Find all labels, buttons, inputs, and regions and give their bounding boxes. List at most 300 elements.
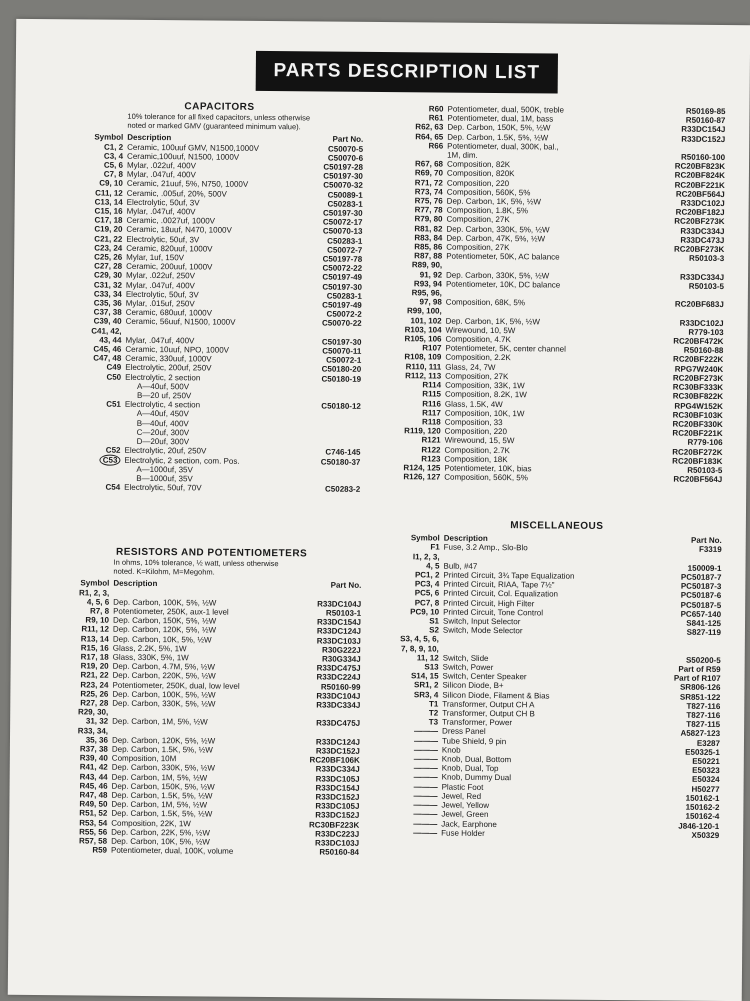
part-number: C50072-22 xyxy=(322,263,363,274)
part-description: Mylar, .015uf, 250V xyxy=(125,298,195,309)
part-number: SR806-126 xyxy=(679,683,721,693)
parts-list-sheet xyxy=(8,19,750,1001)
part-description: Transformer, Output CH A xyxy=(442,699,535,710)
part-description: Potentiometer, 5K, center channel xyxy=(445,343,566,354)
part-number xyxy=(297,411,361,421)
part-symbol: 31, 32 xyxy=(85,716,109,727)
part-number: S841-125 xyxy=(686,618,722,629)
part-description: Transformer, Power xyxy=(442,717,513,728)
part-description: B—1000uf, 35V xyxy=(136,473,193,484)
part-symbol: R110, 111 xyxy=(405,361,442,372)
part-description: Composition, 82K xyxy=(446,159,511,170)
part-description: Switch, Input Selector xyxy=(442,616,521,627)
part-description: Dep. Carbon, 1M, 5%, ½W xyxy=(111,772,208,783)
part-description: Dep. Carbon, 1M, 5%, ½W xyxy=(111,799,208,810)
part-number: C50283-1 xyxy=(327,236,363,246)
part-symbol: C19, 20 xyxy=(94,224,123,235)
part-number: RC30BF223K xyxy=(308,820,360,830)
part-number: 150162-2 xyxy=(685,802,720,813)
part-description: Mylar, .047uf, 400V xyxy=(126,206,196,217)
part-number: C50070-6 xyxy=(327,153,364,163)
part-description: Ceramic,100uuf, N1500, 1000V xyxy=(127,151,240,162)
part-number: C50070-11 xyxy=(322,346,362,356)
part-description: Composition, 2.2K xyxy=(445,353,511,363)
resistors-rows xyxy=(59,588,361,857)
part-description: Transformer, Output CH B xyxy=(442,708,535,719)
part-number: C50072-2 xyxy=(326,309,362,320)
part-symbol: R118 xyxy=(422,417,441,427)
part-description: Silicon Diode, Filament & Bias xyxy=(442,690,550,701)
part-number: RC20BF221K xyxy=(674,180,725,190)
part-number: R33DC152J xyxy=(315,792,360,802)
part-number xyxy=(297,420,361,430)
part-symbol: S14, 15 xyxy=(410,671,439,681)
capacitors-section xyxy=(72,101,363,494)
part-symbol xyxy=(73,390,125,400)
part-description: Composition, 10K, 1W xyxy=(444,408,525,418)
part-symbol: R43, 44 xyxy=(79,772,108,782)
part-number: RC20BF182J xyxy=(675,207,725,218)
part-symbol: I1, 2, 3, xyxy=(412,551,440,562)
part-symbol xyxy=(73,436,125,446)
part-description: Jewel, Yellow xyxy=(441,800,490,811)
part-description: C—20uf, 300V xyxy=(136,427,190,438)
part-symbol: R75, 76 xyxy=(414,196,443,206)
part-description: Dep. Carbon, 47K, 5%, ½W xyxy=(446,233,546,244)
part-number: C50072-7 xyxy=(327,245,363,255)
part-description: Dep. Carbon, 1M, 5%, ½W xyxy=(112,717,208,727)
part-number: C50283-1 xyxy=(327,199,363,209)
part-symbol: R117 xyxy=(422,408,441,418)
part-number: R33DC152J xyxy=(315,746,360,756)
part-symbol: F1 xyxy=(430,542,440,552)
part-number: R33DC104J xyxy=(316,691,361,701)
part-number: R33DC154J xyxy=(315,783,360,793)
part-symbol: R55, 56 xyxy=(79,827,108,837)
part-symbol: R73, 74 xyxy=(414,187,443,197)
part-description: Printed Circuit, 3¾ Tape Equalization xyxy=(443,570,575,581)
resistors-continued-rows xyxy=(392,104,725,484)
part-description: Jack, Earphone xyxy=(441,819,497,829)
part-symbol: R23, 24 xyxy=(80,680,109,690)
part-description: Printed Circuit, High Filter xyxy=(443,598,535,608)
part-symbol: R71, 72 xyxy=(414,177,443,188)
part-symbol: R103, 104 xyxy=(404,325,442,335)
part-description: Glass, 2.2K, 5%, 1W xyxy=(112,643,187,654)
part-symbol: R108, 109 xyxy=(404,352,442,363)
part-symbol: R25, 26 xyxy=(80,689,109,699)
part-number: RC20BF823K xyxy=(674,161,726,172)
part-symbol: C31, 32 xyxy=(93,280,122,290)
part-description: Switch, Slide xyxy=(442,653,489,663)
description-header: Description xyxy=(127,133,172,143)
part-number: RC20BF183K xyxy=(672,456,723,466)
part-number: R50169-85 xyxy=(685,106,726,117)
part-number: RC30BF103K xyxy=(672,410,723,420)
part-description: Electrolytic, 2 section xyxy=(125,372,201,383)
part-symbol xyxy=(72,464,124,474)
part-number xyxy=(658,554,722,564)
part-symbol: ——— xyxy=(413,772,438,783)
part-description: Bulb, #47 xyxy=(443,561,478,571)
part-description: Tube Shield, 9 pin xyxy=(441,736,507,746)
part-number: PC50187-6 xyxy=(680,591,722,601)
resistors-heading: RESISTORS AND POTENTIOMETERS xyxy=(115,546,308,560)
part-description: Composition, 560K, 5% xyxy=(446,187,531,198)
part-number: C50070-5 xyxy=(327,144,364,154)
part-description: Potentiometer, 250K, aux-1 level xyxy=(113,606,229,617)
part-description: Knob xyxy=(441,745,461,755)
part-number: R33DC334J xyxy=(316,700,361,710)
part-symbol: C52 xyxy=(105,445,121,456)
part-description: B—20 uf, 250V xyxy=(136,390,192,401)
part-description: Composition, 220 xyxy=(444,426,507,437)
circled-symbol: C53 xyxy=(100,454,121,465)
miscellaneous-heading: MISCELLANEOUS xyxy=(510,520,604,532)
part-number: R33DC104J xyxy=(317,599,362,609)
table-row xyxy=(392,472,722,484)
part-symbol: R87, 88 xyxy=(414,251,443,261)
part-description: Composition, 33 xyxy=(444,417,503,427)
part-description: Ceramic, 200uuf, 1000V xyxy=(126,262,213,272)
part-number: RC20BF824K xyxy=(674,170,725,181)
part-description: Potentiometer, dual, 1M, bass xyxy=(447,113,554,124)
intro-line: 10% tolerance for all fixed capacitors, unless otherwise xyxy=(127,111,311,123)
part-number: RC20BF273K xyxy=(672,373,724,383)
part-description: Ceramic, 330uuf, 1000V xyxy=(125,354,212,364)
part-number: R33DC152J xyxy=(315,810,360,821)
part-number xyxy=(296,466,360,476)
part-number: R50160-84 xyxy=(319,847,360,858)
part-description: Ceramic, .0027uf, 1000V xyxy=(126,216,216,226)
part-symbol: PC5, 6 xyxy=(414,588,440,598)
part-symbol: 97, 98 xyxy=(419,297,442,307)
part-number: R30G334J xyxy=(321,654,361,664)
part-description: Dep. Carbon, 220K, 5%, ½W xyxy=(112,671,216,682)
part-symbol: R122 xyxy=(421,444,441,455)
table-row xyxy=(59,846,359,858)
capacitors-heading: CAPACITORS xyxy=(184,101,255,113)
part-symbol: ——— xyxy=(413,763,438,773)
part-symbol: C9, 10 xyxy=(99,178,123,189)
part-description: Mylar, .047uf, 400V xyxy=(125,335,195,346)
part-number: RC30BF822K xyxy=(672,391,724,402)
part-number: C50197-49 xyxy=(322,300,362,310)
part-number: C50180-19 xyxy=(321,374,362,384)
part-number: R33DC475J xyxy=(316,718,361,729)
part-symbol: PC1, 2 xyxy=(414,570,440,580)
part-symbol: S1 xyxy=(429,616,440,626)
part-number: R33DC334J xyxy=(680,226,725,236)
description-header: Description xyxy=(113,579,158,589)
part-number: RC20BF564J xyxy=(673,474,723,485)
part-number: Part of R59 xyxy=(678,664,721,675)
part-symbol: ——— xyxy=(413,735,439,746)
part-symbol: 43, 44 xyxy=(99,335,122,345)
part-number: PC657-140 xyxy=(680,609,722,619)
part-number: R33DC334J xyxy=(315,764,360,775)
part-symbol: R41, 42 xyxy=(79,762,108,773)
part-number: R50103-5 xyxy=(687,465,723,475)
part-symbol: SR3, 4 xyxy=(413,689,439,700)
part-number: C50197-28 xyxy=(323,162,364,172)
part-symbol: S13 xyxy=(424,662,439,672)
part-symbol: ——— xyxy=(413,791,438,801)
part-number: RC20BF272K xyxy=(672,447,723,457)
part-description: Electrolytic, 4 section xyxy=(124,400,201,410)
miscellaneous-rows xyxy=(389,543,722,840)
part-description: Ceramic, 10uuf, NPO, 1000V xyxy=(125,344,230,355)
part-number: R33DC473J xyxy=(680,235,725,245)
part-number: RC20BF273K xyxy=(674,217,725,227)
part-symbol: R53, 54 xyxy=(79,818,108,828)
part-description: Switch, Mode Selector xyxy=(442,625,523,636)
part-description: Potentiometer, dual, 500K, treble xyxy=(447,104,565,115)
part-symbol xyxy=(72,473,124,483)
part-symbol: R33, 34, xyxy=(77,726,109,736)
part-symbol: R17, 18 xyxy=(80,652,109,662)
part-symbol: R116 xyxy=(422,398,441,409)
part-symbol: R79, 80 xyxy=(414,214,443,224)
part-symbol: R83, 84 xyxy=(414,233,443,243)
part-number: C50197-30 xyxy=(323,171,363,182)
part-description: Electrolytic, 50uf, 3V xyxy=(126,234,200,245)
part-description: Dep. Carbon, 4.7M, 5%, ½W xyxy=(112,661,215,672)
part-number xyxy=(661,143,725,153)
part-description: Composition, 8.2K, 1W xyxy=(444,389,527,400)
part-number: RC30BF333K xyxy=(672,382,724,393)
part-description: Composition, 220 xyxy=(446,178,510,188)
part-number: C50072-17 xyxy=(322,217,363,228)
part-description: Electrolytic, 20uf, 250V xyxy=(124,446,207,456)
part-number: C50072-1 xyxy=(326,355,362,366)
part-symbol: R39, 40 xyxy=(79,753,108,763)
part-number: Part of R107 xyxy=(673,673,721,684)
part-symbol xyxy=(73,409,125,419)
part-number xyxy=(296,475,360,485)
part-symbol: C15, 16 xyxy=(94,206,123,216)
part-symbol: C37, 38 xyxy=(93,307,122,317)
intro-line: noted. K=Kilohm, M=Megohm. xyxy=(113,566,215,577)
part-number: C50197-30 xyxy=(321,337,362,347)
part-description: Ceramic, 56uuf, N1500, 1000V xyxy=(125,317,236,328)
part-number: A5827-123 xyxy=(680,729,721,739)
part-description: Knob, Dummy Dual xyxy=(441,773,512,783)
part-symbol: C1, 2 xyxy=(103,142,124,152)
part-number: RC20BF221K xyxy=(672,428,723,439)
part-number: PC50187-5 xyxy=(680,600,722,610)
part-symbol: R59 xyxy=(92,845,108,855)
part-symbol: R126, 127 xyxy=(403,472,441,482)
part-symbol: C50 xyxy=(106,372,122,382)
part-description: Ceramic, 820uuf, 1000V xyxy=(126,243,213,254)
part-symbol: 11, 12 xyxy=(416,653,439,663)
part-symbol: R115 xyxy=(422,389,442,399)
part-symbol: R19, 20 xyxy=(80,661,109,671)
page-title: PARTS DESCRIPTION LIST xyxy=(256,51,558,94)
part-description: Dep. Carbon, 150K, 5%, ½W xyxy=(447,122,551,133)
part-symbol: R93, 94 xyxy=(413,279,443,289)
part-description: Printed Circuit, Col. Equalization xyxy=(443,588,559,599)
part-description: Electrolytic, 50uf, 3V xyxy=(126,197,200,208)
part-number: R33DC224J xyxy=(316,672,361,683)
part-symbol: R81, 82 xyxy=(414,223,443,234)
part-symbol: ——— xyxy=(413,754,438,764)
part-number: RC20BF564J xyxy=(675,189,725,199)
part-description: Composition, 33K, 1W xyxy=(445,380,525,391)
part-description: Dep. Carbon, 330K, 5%, ½W xyxy=(446,270,550,281)
part-number: C50283-1 xyxy=(326,291,362,301)
part-description: Mylar, 1uf, 150V xyxy=(126,252,185,263)
part-description: Composition, 27K xyxy=(446,242,510,253)
part-number: C50070-32 xyxy=(323,180,363,191)
part-symbol: R69, 70 xyxy=(414,168,443,178)
part-description: 1M, dim. xyxy=(447,150,478,160)
part-number: RPG7W240K xyxy=(674,364,724,374)
part-number: C50283-2 xyxy=(325,484,361,494)
capacitors-intro xyxy=(75,113,363,133)
part-number: RC20BF472K xyxy=(673,336,724,347)
part-symbol: R124, 125 xyxy=(403,463,441,473)
part-description: Dep. Carbon, 150K, 5%, ½W xyxy=(111,781,215,792)
part-description: Dep. Carbon, 1.5K, 5%, ½W xyxy=(111,744,213,755)
part-symbol: ——— xyxy=(413,800,438,810)
resistors-intro xyxy=(61,558,361,578)
part-number xyxy=(297,429,361,439)
capacitors-rows xyxy=(72,142,363,494)
part-symbol xyxy=(73,418,125,428)
part-symbol: C3, 4 xyxy=(103,151,124,161)
part-symbol: 7, 8, 9, 10, xyxy=(400,643,439,654)
part-symbol: R89, 90, xyxy=(411,260,443,270)
part-number: PC50187-3 xyxy=(680,581,722,592)
part-no-header: Part No. xyxy=(332,134,364,145)
part-number: R33DC103J xyxy=(316,636,361,646)
part-symbol: PC7, 8 xyxy=(414,597,440,608)
part-number: C50197-30 xyxy=(322,208,363,218)
part-symbol: C54 xyxy=(105,482,121,492)
part-symbol: C33, 34 xyxy=(93,289,122,299)
part-number: S50200-5 xyxy=(685,655,721,665)
part-number xyxy=(297,392,361,402)
part-number: E50323 xyxy=(692,766,720,776)
part-description: Dep. Carbon, 1K, 5%, ½W xyxy=(445,316,540,327)
part-description: D—20uf, 300V xyxy=(136,436,190,447)
part-number: F3319 xyxy=(698,545,722,555)
part-symbol: C49 xyxy=(106,363,122,373)
part-number: C50197-30 xyxy=(322,282,362,292)
part-symbol: R37, 38 xyxy=(79,744,108,754)
part-description: Potentiometer, 10K, DC balance xyxy=(445,279,561,290)
part-no-header: Part No. xyxy=(691,535,722,546)
part-number: 150162-4 xyxy=(685,811,720,822)
part-symbol: ——— xyxy=(413,828,438,838)
part-description: Fuse Holder xyxy=(441,828,485,838)
part-description: Switch, Center Speaker xyxy=(442,671,527,682)
part-description: Electrolytic, 200uf, 250V xyxy=(125,363,212,374)
part-number: S827-119 xyxy=(686,627,721,638)
part-number: C50180-20 xyxy=(321,364,362,375)
part-symbol: C29, 30 xyxy=(93,270,123,281)
part-number xyxy=(297,438,361,448)
part-description: A—1000uf, 35V xyxy=(136,464,193,475)
part-number xyxy=(297,383,361,393)
part-symbol: R45, 46 xyxy=(79,781,108,791)
part-number: C50070-22 xyxy=(321,318,362,329)
part-symbol: T1 xyxy=(428,699,439,709)
part-description: Ceramic, 21uuf, 5%, N750, 1000V xyxy=(126,179,249,190)
part-description: Composition, 1.8K, 5% xyxy=(446,205,529,216)
part-number: R50160-88 xyxy=(683,345,724,356)
part-symbol: R105, 106 xyxy=(404,334,442,344)
part-description: Dep. Carbon, 120K, 5%, ½W xyxy=(111,735,216,746)
part-symbol: PC3, 4 xyxy=(414,579,440,589)
miscellaneous-section xyxy=(389,520,722,840)
part-symbol: 4, 5 xyxy=(426,561,440,571)
part-symbol: C51 xyxy=(106,399,121,410)
part-symbol: T2 xyxy=(428,708,439,718)
part-number: R50103-3 xyxy=(689,253,725,264)
part-symbol: C13, 14 xyxy=(94,197,123,207)
symbol-header: Symbol xyxy=(80,578,110,589)
part-description: Potentiometer, 10K, bias xyxy=(444,463,532,474)
part-symbol: 4, 5, 6 xyxy=(86,597,110,607)
part-description: Composition, 2.7K xyxy=(444,445,510,455)
part-description: Dep. Carbon, 1.5K, 5%, ½W xyxy=(447,132,549,143)
part-number: RPG4W152K xyxy=(674,401,723,411)
part-number: R779-103 xyxy=(688,327,724,337)
table-row xyxy=(72,482,360,494)
part-symbol: C17, 18 xyxy=(94,215,123,225)
part-symbol: 91, 92 xyxy=(419,270,443,280)
part-description: Silicon Diode, B+ xyxy=(442,681,504,691)
resistors-section xyxy=(59,547,362,857)
part-symbol xyxy=(73,381,125,391)
part-number: R50103-5 xyxy=(688,281,725,291)
part-number: E3287 xyxy=(696,738,721,748)
part-symbol: R21, 22 xyxy=(80,670,109,681)
part-number: R33DC102J xyxy=(679,318,724,328)
part-symbol: R57, 58 xyxy=(79,836,108,846)
part-description: Switch, Power xyxy=(442,662,494,673)
part-description: Dress Panel xyxy=(442,727,486,737)
part-symbol: ——— xyxy=(413,809,438,819)
part-description: Electrolytic, 2 section, com. Pos. xyxy=(124,455,240,466)
part-number: R33DC154J xyxy=(681,125,726,135)
resistors-continued-section xyxy=(392,104,725,484)
part-description: Glass, 330K, 5%, 1W xyxy=(112,652,189,663)
part-number: R33DC223J xyxy=(315,829,360,839)
part-number: T827-115 xyxy=(686,719,721,730)
part-number: R33DC154J xyxy=(316,617,362,628)
part-symbol: C21, 22 xyxy=(94,234,123,244)
part-number: E50324 xyxy=(692,775,720,785)
part-symbol: PC9, 10 xyxy=(410,607,440,617)
part-symbol: ——— xyxy=(413,818,438,829)
part-number: R33DC124J xyxy=(316,626,361,637)
part-number: RC20BF330K xyxy=(672,419,723,429)
part-symbol: C47, 48 xyxy=(93,353,122,364)
part-description: Printed Circuit, RIAA, Tape 7½" xyxy=(443,579,555,590)
part-symbol: ——— xyxy=(413,745,438,755)
part-description: Composition, 27K xyxy=(446,215,510,225)
part-number: R50160-99 xyxy=(320,682,361,692)
part-symbol: S2 xyxy=(429,625,439,635)
part-symbol: S3, 4, 5, 6, xyxy=(400,634,439,644)
part-symbol: R11, 12 xyxy=(81,624,109,635)
description-header: Description xyxy=(443,533,488,544)
part-symbol: 101, 102 xyxy=(410,315,442,326)
